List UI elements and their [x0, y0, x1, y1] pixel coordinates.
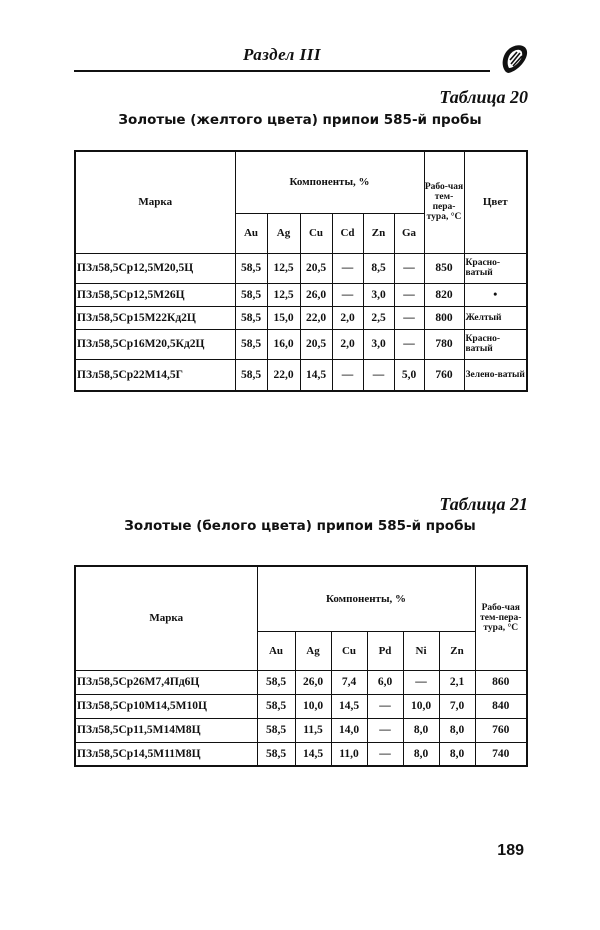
table21-caption: Таблица 21 [439, 494, 528, 514]
cell-marka: ПЗл58,5Ср16М20,5Кд2Ц [75, 329, 235, 359]
header-element: Cd [332, 213, 363, 253]
cell-zn: 2,1 [439, 670, 475, 694]
cell-cd: — [332, 283, 363, 306]
header-element: Cu [300, 213, 332, 253]
table-row [75, 253, 527, 283]
table-row [75, 283, 527, 306]
cell-ag: 26,0 [295, 670, 331, 694]
cell-ga: — [394, 329, 424, 359]
table21 [74, 565, 528, 767]
table-row [75, 694, 527, 718]
cell-pd: — [367, 694, 403, 718]
cell-color: • [464, 283, 527, 306]
cell-color: Зелено-ватый [464, 359, 527, 391]
cell-au: 58,5 [235, 283, 267, 306]
cell-marka: ПЗл58,5Ср12,5М26Ц [75, 283, 235, 306]
cell-marka: ПЗл58,5Ср15М22Кд2Ц [75, 306, 235, 329]
header-element: Ni [403, 631, 439, 670]
cell-temp: 760 [424, 359, 464, 391]
cell-au: 58,5 [257, 670, 295, 694]
table20 [74, 150, 528, 392]
cell-ni: 8,0 [403, 742, 439, 766]
header-temperature: Рабо-чая тем-пера-тура, °С [475, 566, 527, 670]
cell-marka: ПЗл58,5Ср22М14,5Г [75, 359, 235, 391]
cell-cu: 14,0 [331, 718, 367, 742]
cell-color: Красно-ватый [464, 329, 527, 359]
header-components: Компоненты, % [257, 566, 475, 631]
cell-cd: 2,0 [332, 306, 363, 329]
header-element: Zn [439, 631, 475, 670]
header-element: Ga [394, 213, 424, 253]
cell-cu: 20,5 [300, 253, 332, 283]
cell-temp: 760 [475, 718, 527, 742]
cell-cu: 7,4 [331, 670, 367, 694]
cell-zn: 8,5 [363, 253, 394, 283]
cell-marka: ПЗл58,5Ср10М14,5М10Ц [75, 694, 257, 718]
cell-cd: 2,0 [332, 329, 363, 359]
cell-cu: 11,0 [331, 742, 367, 766]
header-components: Компоненты, % [235, 151, 424, 213]
cell-zn: 8,0 [439, 718, 475, 742]
table-row [75, 718, 527, 742]
cell-temp: 840 [475, 694, 527, 718]
cell-au: 58,5 [235, 329, 267, 359]
cell-au: 58,5 [235, 253, 267, 283]
cell-cu: 14,5 [331, 694, 367, 718]
cell-marka: ПЗл58,5Ср12,5М20,5Ц [75, 253, 235, 283]
table-row [75, 359, 527, 391]
cell-temp: 860 [475, 670, 527, 694]
cell-zn: — [363, 359, 394, 391]
cell-temp: 780 [424, 329, 464, 359]
cell-cd: — [332, 253, 363, 283]
cell-cu: 22,0 [300, 306, 332, 329]
cell-pd: — [367, 742, 403, 766]
cell-ga: 5,0 [394, 359, 424, 391]
cell-marka: ПЗл58,5Ср14,5М11М8Ц [75, 742, 257, 766]
table-row [75, 670, 527, 694]
cell-ga: — [394, 283, 424, 306]
cell-au: 58,5 [235, 359, 267, 391]
cell-au: 58,5 [257, 742, 295, 766]
header-color: Цвет [464, 151, 527, 253]
cell-temp: 850 [424, 253, 464, 283]
cell-au: 58,5 [257, 718, 295, 742]
table20-caption: Таблица 20 [439, 87, 528, 107]
cell-ag: 12,5 [267, 283, 300, 306]
header-element: Cu [331, 631, 367, 670]
cell-ag: 14,5 [295, 742, 331, 766]
table-row [75, 742, 527, 766]
header-element: Ag [295, 631, 331, 670]
cell-ni: — [403, 670, 439, 694]
cell-zn: 3,0 [363, 283, 394, 306]
running-header [74, 44, 490, 72]
cell-cd: — [332, 359, 363, 391]
cell-pd: 6,0 [367, 670, 403, 694]
cell-ga: — [394, 306, 424, 329]
table20-title: Золотые (желтого цвета) припои 585-й пробы [118, 112, 482, 128]
cell-zn: 3,0 [363, 329, 394, 359]
table-row [75, 329, 527, 359]
header-element: Ag [267, 213, 300, 253]
header-element: Au [235, 213, 267, 253]
cell-color: Красно-ватый [464, 253, 527, 283]
cell-ag: 22,0 [267, 359, 300, 391]
cell-color: Желтый [464, 306, 527, 329]
page-number: 189 [497, 842, 524, 859]
cell-ni: 10,0 [403, 694, 439, 718]
section-title: Раздел III [242, 45, 322, 64]
cell-au: 58,5 [235, 306, 267, 329]
cell-ag: 16,0 [267, 329, 300, 359]
table-row [75, 306, 527, 329]
cell-cu: 20,5 [300, 329, 332, 359]
cell-marka: ПЗл58,5Ср26М7,4Пд6Ц [75, 670, 257, 694]
header-marka: Марка [75, 566, 257, 670]
cell-zn: 8,0 [439, 742, 475, 766]
cell-zn: 7,0 [439, 694, 475, 718]
cell-cu: 14,5 [300, 359, 332, 391]
cell-zn: 2,5 [363, 306, 394, 329]
table21-title: Золотые (белого цвета) припои 585-й пробы [124, 518, 476, 534]
section-emblem-icon [498, 42, 530, 76]
header-element: Pd [367, 631, 403, 670]
cell-temp: 820 [424, 283, 464, 306]
cell-ag: 15,0 [267, 306, 300, 329]
cell-pd: — [367, 718, 403, 742]
cell-ga: — [394, 253, 424, 283]
cell-temp: 740 [475, 742, 527, 766]
cell-temp: 800 [424, 306, 464, 329]
header-element: Zn [363, 213, 394, 253]
cell-cu: 26,0 [300, 283, 332, 306]
cell-ag: 12,5 [267, 253, 300, 283]
header-element: Au [257, 631, 295, 670]
header-temperature: Рабо-чая тем-пера-тура, °С [424, 151, 464, 253]
cell-au: 58,5 [257, 694, 295, 718]
cell-marka: ПЗл58,5Ср11,5М14М8Ц [75, 718, 257, 742]
cell-ag: 11,5 [295, 718, 331, 742]
header-marka: Марка [75, 151, 235, 253]
cell-ni: 8,0 [403, 718, 439, 742]
cell-ag: 10,0 [295, 694, 331, 718]
